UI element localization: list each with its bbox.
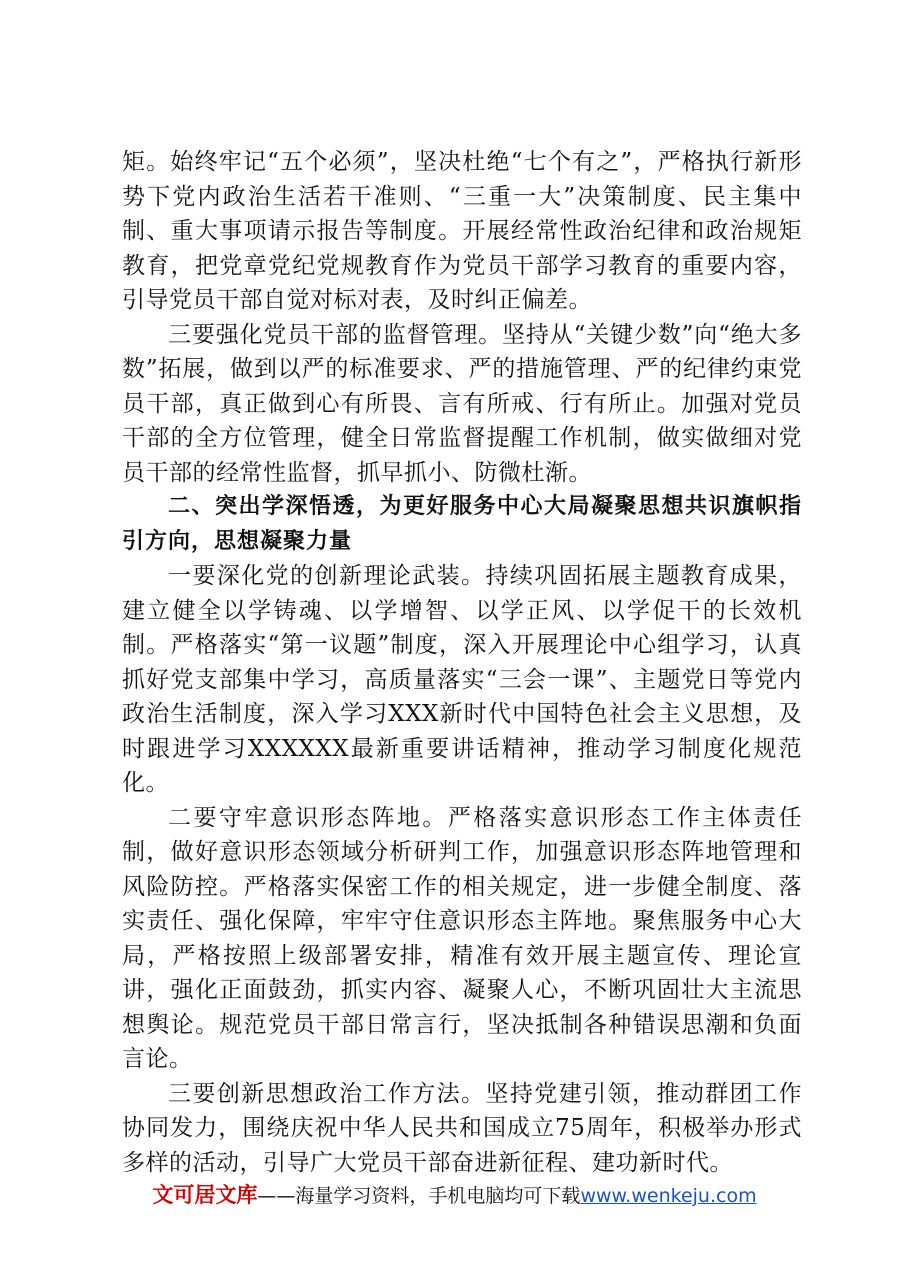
paragraph-ideology: 二要守牢意识形态阵地。严格落实意识形态工作主体责任制，做好意识形态领域分析研判工作，加强意识形态阵地管理和风险防控。严格落实保密工作的相关规定，进一步健全制度、落实责任、强化保障，牢牢守住意识形态主阵地。聚焦服务中心大局，严格按照上级部署安排，精准有效开展主题宣传、理论宣讲，强化正面鼓劲，抓实内容、凝聚人心，不断巩固壮大主流思想舆论。规范党员干部日常言行，坚决抵制各种错误思潮和负面言论。 bbox=[122, 804, 802, 1072]
footer-banner bbox=[0, 1182, 909, 1209]
paragraph-continuation: 矩。始终牢记“五个必须”，坚决杜绝“七个有之”，严格执行新形势下党内政治生活若干准则、“三重一大”决策制度、民主集中制、重大事项请示报告等制度。开展经常性政治纪律和政治规矩教育，把党章党纪党规教育作为党员干部学习教育的重要内容，引导党员干部自觉对标对表，及时纠正偏差。 bbox=[122, 149, 802, 313]
paragraph-supervision: 三要强化党员干部的监督管理。坚持从“关键少数”向“绝大多数”拓展，做到以严的标准要求、严的措施管理、严的纪律约束党员干部，真正做到心有所畏、言有所戒、行有所止。加强对党员干部的全方位管理，健全日常监督提醒工作机制，做实做细对党员干部的经常性监督，抓早抓小、防微杜渐。 bbox=[122, 321, 802, 486]
paragraph-methods: 三要创新思想政治工作方法。坚持党建引领，推动群团工作协同发力，围绕庆祝中华人民共和国成立75周年，积极举办形式多样的活动，引导广大党员干部奋进新征程、建功新时代。 bbox=[122, 1080, 802, 1176]
paragraph-theory: 一要深化党的创新理论武装。持续巩固拓展主题教育成果，建立健全以学铸魂、以学增智、以学正风、以学促干的长效机制。严格落实“第一议题”制度，深入开展理论中心组学习，认真抓好党支部集中学习，高质量落实“三会一课”、主题党日等党内政治生活制度，深入学习XXX新时代中国特色社会主义思想，及时跟进学习XXXXXX最新重要讲话精神，推动学习制度化规范化。 bbox=[122, 563, 802, 796]
document-body bbox=[122, 145, 802, 1180]
footer-brand: 文可居文库 bbox=[152, 1183, 258, 1207]
footer-slogan: ——海量学习资料，手机电脑均可下载 bbox=[257, 1185, 581, 1207]
footer-link[interactable]: www.wenkeju.com bbox=[580, 1185, 757, 1207]
section-heading: 二、突出学深悟透，为更好服务中心大局凝聚思想共识旗帜指引方向，思想凝聚力量 bbox=[122, 494, 802, 554]
